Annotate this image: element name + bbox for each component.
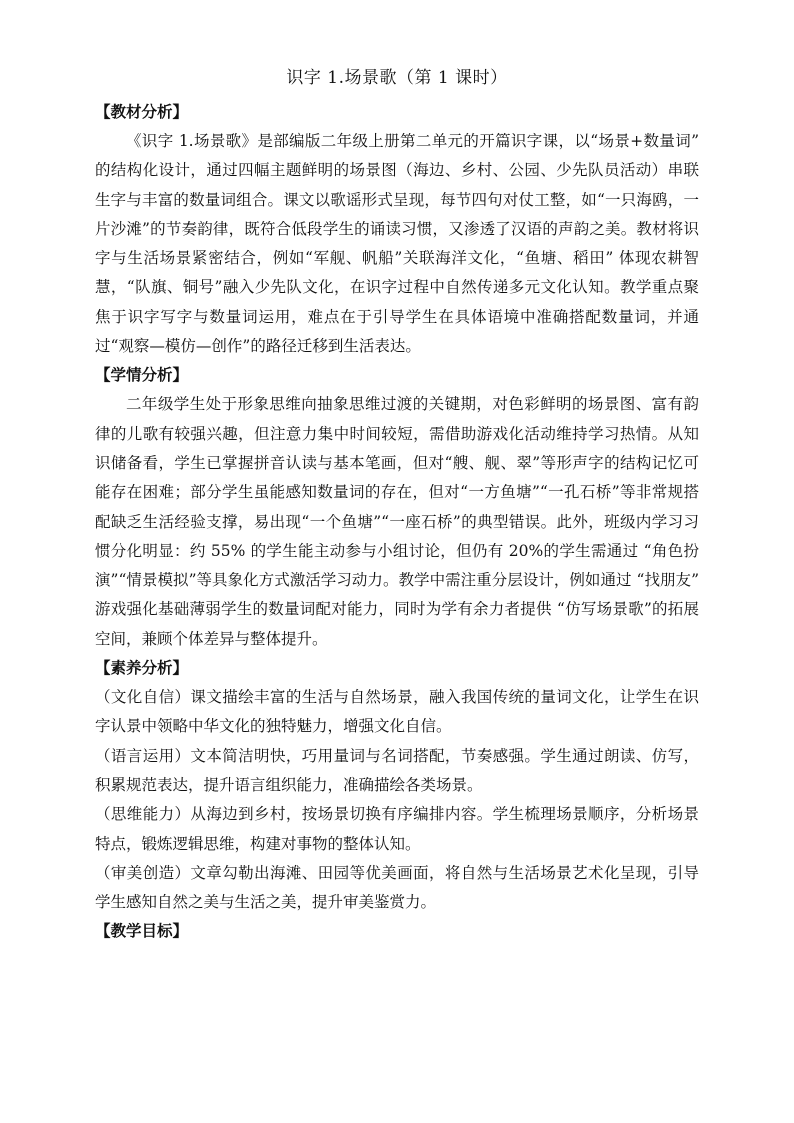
literacy-item-culture: （文化自信）课文描绘丰富的生活与自然场景，融入我国传统的量词文化，让学生在识字认景中领略中华文化的独特魅力，增强文化自信。 <box>95 688 699 736</box>
textbook-analysis-heading: 【教材分析】 <box>95 103 189 121</box>
textbook-analysis-paragraph: 《识字 1.场景歌》是部编版二年级上册第二单元的开篇识字课，以“场景+数量词” 的结构化设计，通过四幅主题鲜明的场景图（海边、乡村、公园、少先队员活动）串联 生字与丰富的数量词组合。课文以歌谣形式呈现，每节四句对仗工整，如“一只海鸥，一片沙滩”的节奏韵律，既符合低段学生的诵读习惯，又渗透了汉语的声韵之美。教材将识字与生活场景紧密结合，例如“军舰、帆船”关联海洋文化，“鱼塘、稻田” 体现农耕智慧，“队旗、铜号”融入少先队文化，在识字过程中自然传递多元文化认知。教学重点聚焦于识字写字与数量词运用，难点在于引导学生在具体语境中准确搭配数量词，并通过“观察—模仿—创作”的路径迁移到生活表达。 <box>95 132 699 356</box>
teaching-objectives-heading: 【教学目标】 <box>95 922 189 941</box>
student-analysis-heading: 【学情分析】 <box>95 366 189 385</box>
document-title: 识字 1.场景歌（第 1 课时） <box>286 68 508 88</box>
literacy-item-language: （语言运用）文本简洁明快，巧用量词与名词搭配，节奏感强。学生通过朗读、仿写，积累规范表达，提升语言组织能力，准确描绘各类场景。 <box>95 746 699 794</box>
document-page <box>95 66 699 946</box>
literacy-item-aesthetics: （审美创造）文章勾勒出海滩、田园等优美画面，将自然与生活场景艺术化呈现，引导学生感知自然之美与生活之美，提升审美鉴赏力。 <box>95 863 699 912</box>
student-analysis-paragraph: 二年级学生处于形象思维向抽象思维过渡的关键期，对色彩鲜明的场景图、富有韵律的儿歌有较强兴趣，但注意力集中时间较短，需借助游戏化活动维持学习热情。从知识储备看，学生已掌握拼音认读与基本笔画，但对“艘、舰、翠”等形声字的结构记忆可能存在困难；部分学生虽能感知数量词的存在，但对“一方鱼塘”“一孔石桥”等非常规搭配缺乏生活经验支撑，易出现“一个鱼塘”“一座石桥”的典型错误。此外，班级内学习习惯分化明显：约 55% 的学生能主动参与小组讨论，但仍有 20%的学生需通过 “角色扮演”“情景模拟”等具象化方式激活学习动力。教学中需注重分层设计，例如通过 “找朋友” 游戏强化基础薄弱学生的数量词配对能力，同时为学有余力者提供 “仿写场景歌”的拓展空间，兼顾个体差异与整体提升。 <box>95 395 699 648</box>
literacy-analysis-heading: 【素养分析】 <box>95 659 189 678</box>
literacy-item-thinking: （思维能力）从海边到乡村，按场景切换有序编排内容。学生梳理场景顺序，分析场景特点，锻炼逻辑思维，构建对事物的整体认知。 <box>95 805 699 853</box>
